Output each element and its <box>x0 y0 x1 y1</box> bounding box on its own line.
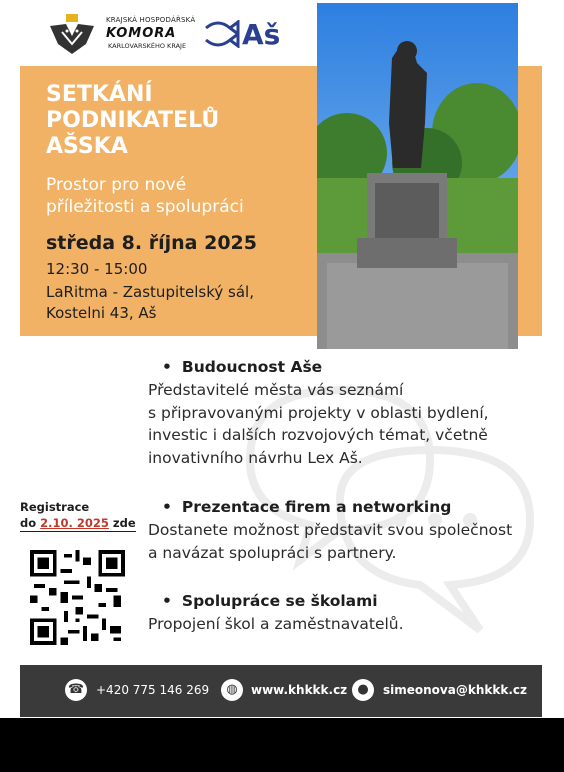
event-title <box>46 82 306 160</box>
fish-logo-icon <box>204 20 240 48</box>
person-icon: ● <box>352 679 374 701</box>
statue-photo <box>317 3 518 349</box>
registration-label: Registrace <box>20 500 90 514</box>
contact-website[interactable]: www.khkkk.cz <box>251 683 348 697</box>
registration-suffix: zde <box>108 516 136 530</box>
event-subtitle <box>46 174 316 218</box>
section-heading-networking: • Prezentace firem a networking <box>162 498 451 516</box>
title-line: PODNIKATELŮ <box>46 108 220 133</box>
bottom-black-bar <box>0 718 564 772</box>
komora-subtitle: KARLOVARSKÉHO KRAJE <box>108 42 187 50</box>
title-line: SETKÁNÍ <box>46 82 153 107</box>
contact-phone[interactable]: +420 775 146 269 <box>96 683 210 697</box>
lion-crest-icon <box>46 14 106 58</box>
text-line: inovativního návrhu Lex Aš. <box>148 448 363 467</box>
event-time: 12:30 - 15:00 <box>46 260 148 278</box>
registration-link[interactable] <box>20 516 136 532</box>
event-address: Kostelni 43, Aš <box>46 304 157 322</box>
text-line: Dostanete možnost představit svou společnost <box>148 521 513 539</box>
section-text-future <box>148 379 548 469</box>
event-venue: LaRitma - Zastupitelský sál, <box>46 283 254 301</box>
phone-icon: ☎ <box>65 679 87 701</box>
subtitle-line: Prostor pro nové <box>46 175 187 195</box>
subtitle-line: příležitosti a spolupráci <box>46 197 244 217</box>
text-line: a navázat spolupráci s partnery. <box>148 543 397 562</box>
registration-deadline: 2.10. 2025 <box>40 516 109 530</box>
komora-title: KOMORA <box>106 26 177 41</box>
event-date: středa 8. října 2025 <box>46 232 257 254</box>
section-text-networking <box>148 519 548 564</box>
globe-icon: ◍ <box>221 679 243 701</box>
text-line: investic i dalších rozvojových témat, včetně <box>148 426 488 444</box>
komora-title-small: KRAJSKÁ HOSPODÁŘSKÁ <box>106 16 196 24</box>
as-logo: Aš <box>242 18 281 51</box>
text-line: s připravovanými projekty v oblasti bydlení, <box>148 403 489 422</box>
section-heading-schools: • Spolupráce se školami <box>162 592 378 610</box>
registration-prefix: do <box>20 516 41 530</box>
contact-email[interactable]: simeonova@khkkk.cz <box>383 683 527 697</box>
qr-code[interactable] <box>30 550 125 645</box>
section-text-schools <box>148 613 548 636</box>
section-heading-future: • Budoucnost Aše <box>162 358 322 376</box>
text-line: Představitelé města vás seznámí <box>148 381 404 399</box>
text-line: Propojení škol a zaměstnavatelů. <box>148 615 404 633</box>
title-line: AŠSKA <box>46 134 128 159</box>
